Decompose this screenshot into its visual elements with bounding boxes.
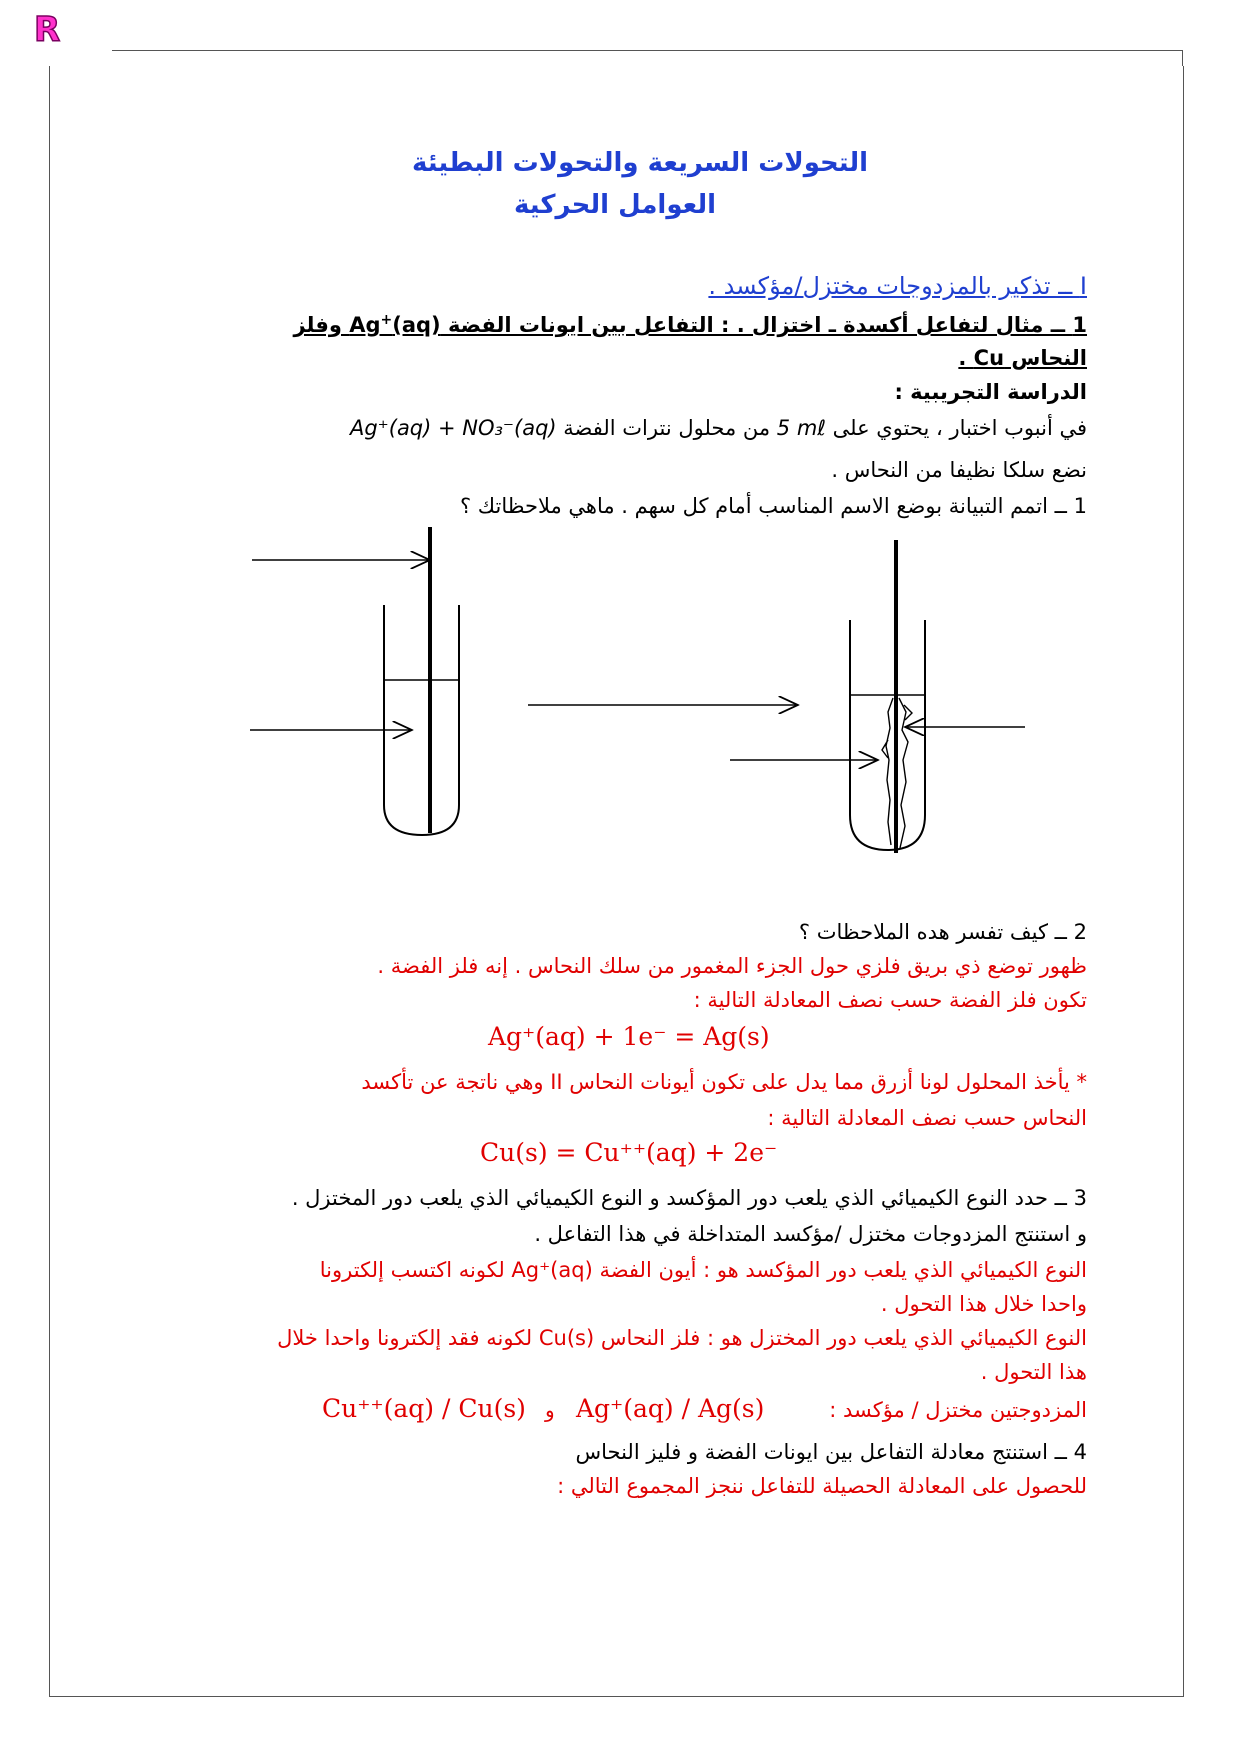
study-heading: الدراسة التجريبية : <box>894 380 1087 404</box>
answer-2-line-3: * يأخذ المحلول لونا أزرق مما يدل على تكون أيونات النحاس II وهي ناتجة عن تأكسد <box>361 1070 1087 1094</box>
couples-label: المزدوجتين مختزل / مؤكسد : <box>829 1398 1087 1422</box>
example-heading-line-1: 1 ــ مثال لتفاعل أكسدة ـ اختزال . : التفاعل بين ايونات الفضة Ag+(aq) وفلز <box>293 312 1087 337</box>
equation-copper: Cu(s) = Cu⁺⁺(aq) + 2e⁻ <box>480 1138 778 1167</box>
left-test-tube <box>384 605 459 835</box>
equation-silver: Ag⁺(aq) + 1e⁻ = Ag(s) <box>488 1022 770 1051</box>
section-heading: I ــ تذكير بالمزدوجات مختزل/مؤكسد . <box>708 272 1087 300</box>
answer-2-line-4: النحاس حسب نصف المعادلة التالية : <box>767 1106 1087 1130</box>
right-test-tube <box>850 620 925 850</box>
question-4: 4 ــ استنتج معادلة التفاعل بين ايونات الفضة و فليز النحاس <box>575 1440 1087 1464</box>
answer-4: للحصول على المعادلة الحصيلة للتفاعل ننجز المجموع التالي : <box>557 1474 1087 1498</box>
answer-3-line-2: واحدا خلال هذا التحول . <box>880 1292 1087 1316</box>
answer-2-line-2: تكون فلز الفضة حسب نصف المعادلة التالية : <box>693 988 1087 1012</box>
study-line-1: في أنبوب اختبار ، يحتوي على 5 mℓ من محلول نترات الفضة Ag⁺(aq) + NO₃⁻(aq) <box>349 416 1087 440</box>
logo-mark: R <box>34 10 61 50</box>
answer-3-line-1: النوع الكيميائي الذي يلعب دور المؤكسد هو : أيون الفضة (Ag⁺(aq لكونه اكتسب إلكترونا <box>319 1258 1087 1282</box>
question-2: 2 ــ كيف تفسر هده الملاحظات ؟ <box>798 920 1087 944</box>
answer-3-line-3: النوع الكيميائي الذي يلعب دور المختزل هو : فلز النحاس (Cu(s لكونه فقد إلكترونا واحدا خلال <box>277 1326 1087 1350</box>
study-line-2: نضع سلكا نظيفا من النحاس . <box>831 458 1087 482</box>
question-1: 1 ــ اتمم التبيانة بوضع الاسم المناسب أمام كل سهم . ماهي ملاحظاتك ؟ <box>459 494 1087 518</box>
answer-3-line-4: هذا التحول . <box>980 1360 1087 1384</box>
question-3-line-2: و استنتج المزدوجات مختزل /مؤكسد المتداخلة في هذا التفاعل . <box>534 1222 1087 1246</box>
answer-2-line-1: ظهور توضع ذي بريق فلزي حول الجزء المغمور من سلك النحاس . إنه فلز الفضة . <box>377 954 1087 978</box>
couples-and: و <box>545 1398 555 1422</box>
couple-copper: Cu⁺⁺(aq) / Cu(s) <box>322 1394 526 1423</box>
title-line-1: التحولات السريعة والتحولات البطيئة <box>411 148 869 178</box>
title-line-2: العوامل الحركية <box>513 190 716 220</box>
question-3-line-1: 3 ــ حدد النوع الكيميائي الذي يلعب دور المؤكسد و النوع الكيميائي الذي يلعب دور المختزل . <box>291 1186 1087 1210</box>
example-heading-line-2: النحاس Cu . <box>958 346 1087 370</box>
couple-silver: Ag⁺(aq) / Ag(s) <box>576 1394 765 1423</box>
